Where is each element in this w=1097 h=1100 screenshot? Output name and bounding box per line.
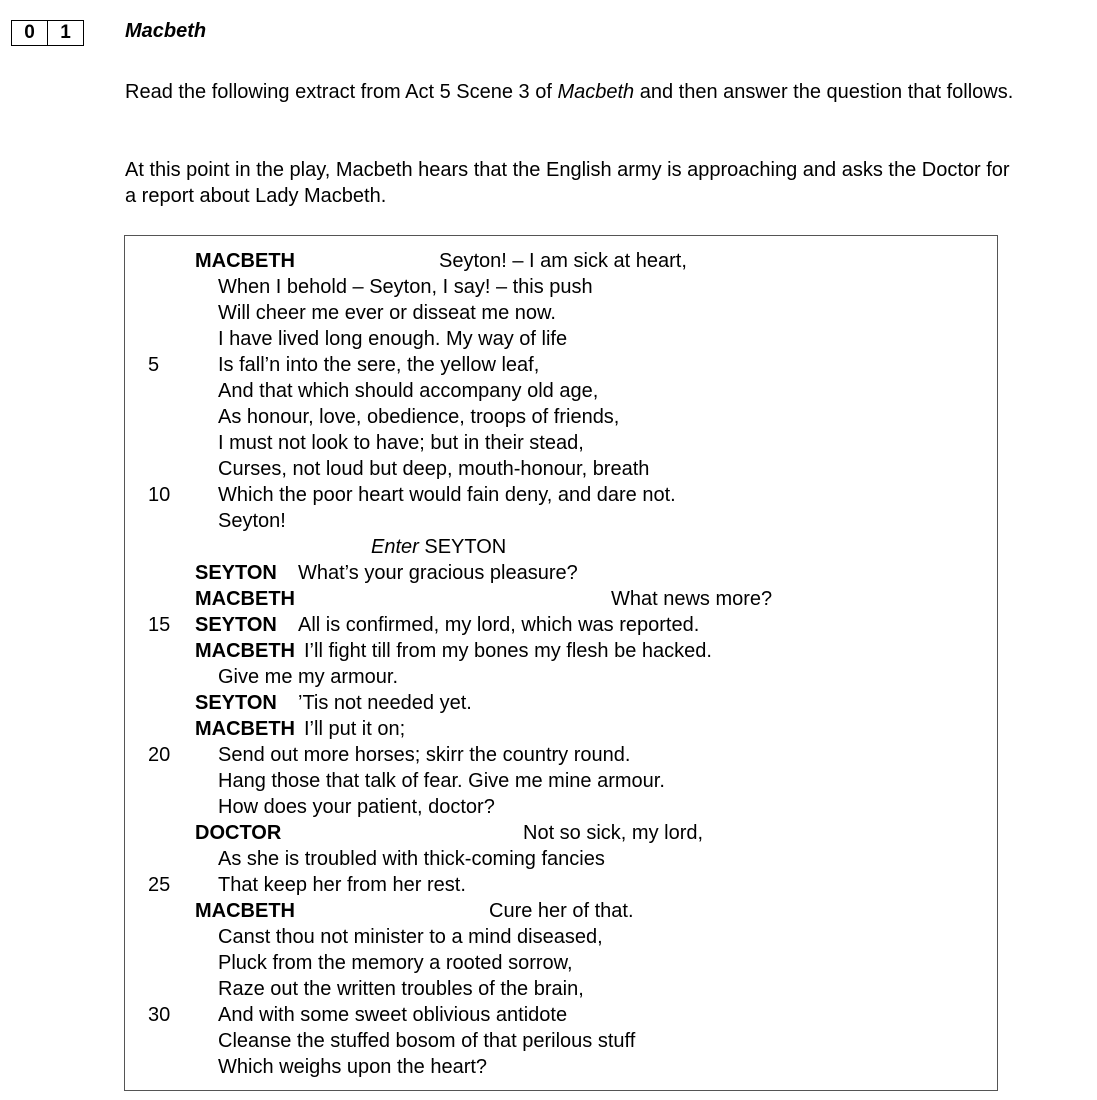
extract-line: [125, 378, 997, 404]
line-number: 30: [148, 1004, 171, 1026]
verse-text: That keep her from her rest.: [218, 874, 466, 896]
instruction-paragraph: [125, 80, 1025, 106]
extract-line: [125, 352, 997, 378]
extract-line: [125, 508, 997, 534]
speaker-name: SEYTON: [195, 562, 277, 584]
line-number: 5: [148, 354, 160, 376]
extract-line: [125, 638, 997, 664]
instruction-text: Read the following extract from Act 5 Scene 3 of: [125, 81, 558, 103]
extract-line: [125, 794, 997, 820]
line-number: 15: [148, 614, 171, 636]
verse-text: I’ll put it on;: [304, 718, 406, 740]
extract-line: [125, 586, 997, 612]
verse-text: Pluck from the memory a rooted sorrow,: [218, 952, 573, 974]
extract-line: [125, 950, 997, 976]
context-paragraph: At this point in the play, Macbeth hears that the English army is approaching and asks the Doctor for a report about Lady Macbeth.: [125, 159, 1010, 207]
verse-text: Give me my armour.: [218, 666, 399, 688]
extract-line: [125, 248, 997, 274]
verse-text: Is fall’n into the sere, the yellow leaf,: [218, 354, 540, 376]
extract-line: [125, 690, 997, 716]
speaker-name: MACBETH: [195, 640, 295, 662]
speaker-name: MACBETH: [195, 900, 295, 922]
question-number-digit: 1: [48, 20, 84, 46]
line-number: 25: [148, 874, 171, 896]
extract-line: [125, 768, 997, 794]
question-title: Macbeth: [125, 20, 207, 42]
line-number: 20: [148, 744, 171, 766]
extract-line: [125, 820, 997, 846]
extract-line: [125, 1028, 997, 1054]
line-number: 10: [148, 484, 171, 506]
extract-line: [125, 430, 997, 456]
extract-line: [125, 898, 997, 924]
verse-text: Raze out the written troubles of the brain,: [218, 978, 584, 1000]
stage-direction-italic: Enter: [371, 536, 419, 558]
verse-text: Will cheer me ever or disseat me now.: [218, 302, 556, 324]
extract-line: [125, 846, 997, 872]
verse-text: And with some sweet oblivious antidote: [218, 1004, 568, 1026]
extract-line: [125, 560, 997, 586]
extract-line: [125, 326, 997, 352]
extract-line: [125, 716, 997, 742]
verse-text: What news more?: [611, 588, 773, 610]
extract-line: [125, 404, 997, 430]
extract-line: [125, 1002, 997, 1028]
extract-line: [125, 872, 997, 898]
verse-text: Send out more horses; skirr the country round.: [218, 744, 631, 766]
stage-direction-text: SEYTON: [418, 536, 507, 558]
extract-line: [125, 976, 997, 1002]
extract-line: [125, 742, 997, 768]
speaker-name: DOCTOR: [195, 822, 282, 844]
question-number-digit: 0: [11, 20, 48, 46]
verse-text: Which weighs upon the heart?: [218, 1056, 488, 1078]
verse-text: As honour, love, obedience, troops of friends,: [218, 406, 620, 428]
speaker-name: SEYTON: [195, 692, 277, 714]
verse-text: Seyton! – I am sick at heart,: [439, 250, 687, 272]
verse-text: What’s your gracious pleasure?: [298, 562, 578, 584]
extract-box: [124, 235, 998, 1091]
verse-text: Which the poor heart would fain deny, and dare not.: [218, 484, 676, 506]
extract-line: [125, 924, 997, 950]
verse-text: Cure her of that.: [489, 900, 634, 922]
speaker-name: MACBETH: [195, 250, 295, 272]
speaker-name: MACBETH: [195, 588, 295, 610]
question-number: [11, 20, 84, 46]
instruction-text: and then answer the question that follows.: [634, 81, 1014, 103]
verse-text: How does your patient, doctor?: [218, 796, 495, 818]
extract-line: [125, 300, 997, 326]
verse-text: I must not look to have; but in their stead,: [218, 432, 584, 454]
verse-text: I have lived long enough. My way of life: [218, 328, 568, 350]
extract-line: [125, 664, 997, 690]
verse-text: When I behold – Seyton, I say! – this push: [218, 276, 593, 298]
extract-line: [125, 1054, 997, 1080]
extract-line: [125, 274, 997, 300]
stage-direction: [371, 534, 506, 560]
verse-text: Curses, not loud but deep, mouth-honour, breath: [218, 458, 650, 480]
speaker-name: MACBETH: [195, 718, 295, 740]
verse-text: I’ll fight till from my bones my flesh be hacked.: [304, 640, 712, 662]
extract-line: [125, 534, 997, 560]
extract-line: [125, 482, 997, 508]
verse-text: Hang those that talk of fear. Give me mine armour.: [218, 770, 665, 792]
speaker-name: SEYTON: [195, 614, 277, 636]
verse-text: All is confirmed, my lord, which was reported.: [298, 614, 700, 636]
extract-line: [125, 612, 997, 638]
extract-line: [125, 456, 997, 482]
verse-text: Cleanse the stuffed bosom of that perilous stuff: [218, 1030, 636, 1052]
verse-text: Seyton!: [218, 510, 286, 532]
verse-text: Not so sick, my lord,: [523, 822, 704, 844]
verse-text: And that which should accompany old age,: [218, 380, 599, 402]
verse-text: ’Tis not needed yet.: [298, 692, 472, 714]
play-title-italic: Macbeth: [557, 81, 635, 103]
verse-text: Canst thou not minister to a mind diseased,: [218, 926, 603, 948]
verse-text: As she is troubled with thick-coming fancies: [218, 848, 605, 870]
